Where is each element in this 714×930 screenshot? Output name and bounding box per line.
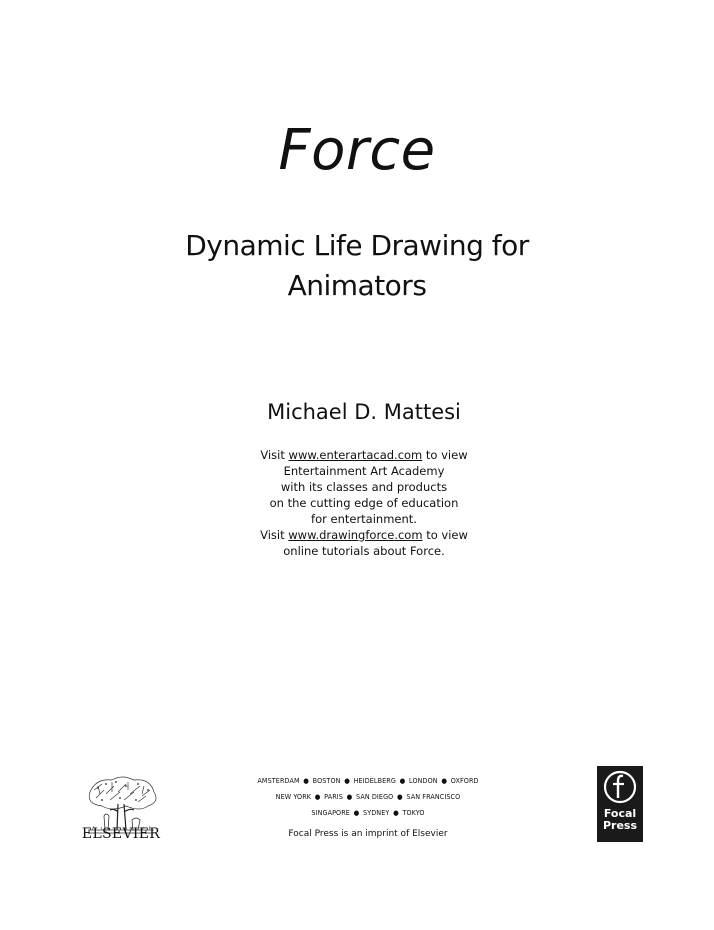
bullet-icon: ● [393, 809, 399, 817]
bullet-icon: ● [344, 777, 350, 785]
blurb-line-2: Entertainment Art Academy [283, 464, 445, 478]
bullet-icon: ● [314, 793, 321, 801]
city: LONDON [408, 777, 438, 785]
cities-row-2 [230, 789, 506, 805]
city: TOKYO [402, 809, 425, 817]
city: BOSTON [312, 777, 341, 785]
book-subtitle [0, 226, 714, 306]
enterartacad-link[interactable]: www.enterartacad.com [288, 448, 423, 462]
book-title: Force [278, 118, 436, 183]
city: OXFORD [450, 777, 479, 785]
bullet-icon: ● [399, 777, 406, 785]
focal-word-line-2: Press [602, 819, 638, 832]
blurb-line-3: with its classes and products [280, 480, 448, 494]
blurb-visit-text: Visit [260, 528, 285, 542]
city: SYDNEY [363, 809, 390, 817]
cities-row-3 [230, 805, 506, 821]
blurb-line-1 [0, 447, 714, 463]
focal-f-icon [597, 766, 643, 810]
focal-press-wordmark [597, 808, 643, 832]
city: SAN DIEGO [356, 793, 394, 801]
blurb-line-4: on the cutting edge of education [269, 496, 459, 510]
bullet-icon: ● [441, 777, 448, 785]
bullet-icon: ● [303, 777, 310, 785]
blurb-line-5: for entertainment. [311, 512, 417, 526]
city: SINGAPORE [311, 809, 350, 817]
blurb-visit-text: Visit [260, 448, 285, 462]
publisher-cities [230, 773, 506, 821]
subtitle-line-2: Animators [287, 269, 427, 302]
blurb-line-7: online tutorials about Force. [283, 544, 445, 558]
blurb-to-view-text: to view [425, 448, 468, 462]
cities-row-1 [230, 773, 506, 789]
bullet-icon: ● [346, 793, 353, 801]
imprint-note: Focal Press is an imprint of Elsevier [288, 829, 448, 839]
city: HEIDELBERG [353, 777, 396, 785]
subtitle-line-1: Dynamic Life Drawing for [185, 229, 529, 262]
blurb-to-view-text: to view [426, 528, 468, 542]
city: PARIS [324, 793, 343, 801]
bullet-icon: ● [353, 809, 360, 817]
focal-word-line-1: Focal [603, 807, 637, 820]
city: AMSTERDAM [257, 777, 300, 785]
city: NEW YORK [275, 793, 312, 801]
drawingforce-link[interactable]: www.drawingforce.com [288, 528, 423, 542]
elsevier-wordmark: ELSEVIER [81, 826, 161, 842]
blurb-line-6 [0, 527, 714, 543]
author-name: Michael D. Mattesi [267, 400, 461, 424]
city: SAN FRANCISCO [406, 793, 461, 801]
promo-blurb [0, 447, 714, 559]
bullet-icon: ● [397, 793, 403, 801]
